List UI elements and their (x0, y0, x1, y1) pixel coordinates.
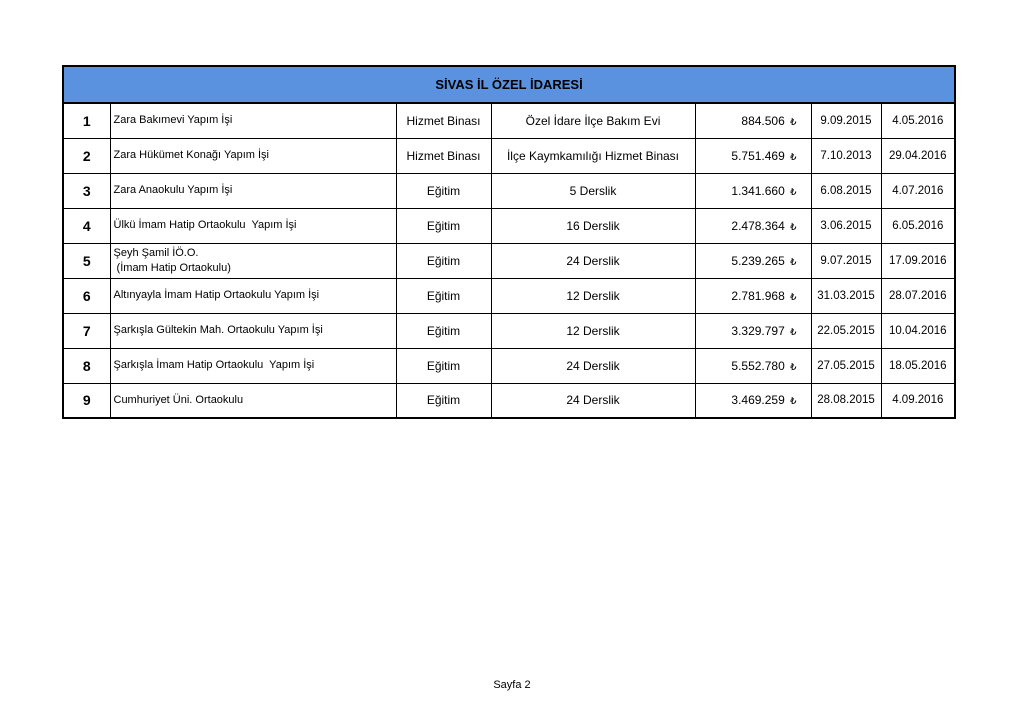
project-cost (695, 138, 811, 173)
project-category: Eğitim (396, 313, 491, 348)
project-description: 24 Derslik (491, 243, 695, 278)
project-category: Hizmet Binası (396, 138, 491, 173)
table-row (63, 138, 955, 173)
project-name (110, 313, 396, 348)
start-date: 6.08.2015 (811, 173, 881, 208)
row-number: 6 (63, 278, 110, 313)
start-date: 3.06.2015 (811, 208, 881, 243)
project-description: 16 Derslik (491, 208, 695, 243)
cost-value: 3.469.259 (731, 393, 785, 408)
lira-symbol: ₺ (790, 291, 797, 303)
project-name-line: (İmam Hatip Ortaokulu) (113, 261, 231, 274)
project-description: 12 Derslik (491, 313, 695, 348)
table-row (63, 313, 955, 348)
row-number: 5 (63, 243, 110, 278)
end-date: 6.05.2016 (881, 208, 955, 243)
lira-symbol: ₺ (790, 396, 797, 408)
project-cost (695, 243, 811, 278)
project-name-line: Şarkışla Gültekin Mah. Ortaokulu Yapım İşi (113, 324, 323, 336)
project-name-line: Cumhuriyet Üni. Ortaokulu (113, 393, 244, 406)
project-cost (695, 383, 811, 418)
project-name-line: Zara Bakımevi Yapım İşi (113, 114, 233, 127)
project-name-line: Şeyh Şamil İÖ.O. (113, 246, 199, 259)
project-name (110, 103, 396, 138)
row-number: 4 (63, 208, 110, 243)
project-cost (695, 313, 811, 348)
start-date: 31.03.2015 (811, 278, 881, 313)
project-category: Eğitim (396, 383, 491, 418)
projects-table (62, 65, 956, 419)
project-name (110, 383, 396, 418)
table-title: SİVAS İL ÖZEL İDARESİ (63, 66, 955, 103)
project-name-line: Zara Hükümet Konağı Yapım İşi (113, 149, 269, 161)
cost-value: 884.506 (741, 113, 785, 128)
lira-symbol: ₺ (790, 221, 797, 233)
start-date: 7.10.2013 (811, 138, 881, 173)
project-category: Hizmet Binası (396, 103, 491, 138)
table-row (63, 348, 955, 383)
project-cost (695, 103, 811, 138)
cost-value: 3.329.797 (731, 323, 785, 338)
end-date: 18.05.2016 (881, 348, 955, 383)
project-category: Eğitim (396, 278, 491, 313)
lira-symbol: ₺ (790, 186, 797, 198)
project-description: 12 Derslik (491, 278, 695, 313)
lira-symbol: ₺ (790, 256, 797, 268)
project-cost (695, 348, 811, 383)
project-description: 24 Derslik (491, 383, 695, 418)
table-row (63, 383, 955, 418)
project-cost (695, 173, 811, 208)
end-date: 17.09.2016 (881, 243, 955, 278)
project-description: 24 Derslik (491, 348, 695, 383)
cost-value: 5.552.780 (731, 358, 785, 373)
end-date: 4.09.2016 (881, 383, 955, 418)
project-name-line: Zara Anaokulu Yapım İşi (113, 184, 233, 196)
start-date: 9.07.2015 (811, 243, 881, 278)
project-description: İlçe Kaymkamılığı Hizmet Binası (491, 138, 695, 173)
project-description: 5 Derslik (491, 173, 695, 208)
end-date: 28.07.2016 (881, 278, 955, 313)
project-cost (695, 278, 811, 313)
row-number: 7 (63, 313, 110, 348)
project-category: Eğitim (396, 348, 491, 383)
project-name (110, 278, 396, 313)
project-name (110, 208, 396, 243)
project-name-line: Ülkü İmam Hatip Ortaokulu Yapım İşi (113, 219, 297, 231)
lira-symbol: ₺ (790, 151, 797, 163)
project-name (110, 138, 396, 173)
table-row (63, 243, 955, 278)
project-description: Özel İdare İlçe Bakım Evi (491, 103, 695, 138)
cost-value: 2.781.968 (731, 288, 785, 303)
cost-value: 2.478.364 (731, 218, 785, 233)
cost-value: 5.239.265 (731, 253, 785, 268)
lira-symbol: ₺ (790, 361, 797, 373)
cost-value: 1.341.660 (731, 183, 785, 198)
start-date: 22.05.2015 (811, 313, 881, 348)
project-name (110, 243, 396, 278)
table-row (63, 173, 955, 208)
row-number: 3 (63, 173, 110, 208)
end-date: 29.04.2016 (881, 138, 955, 173)
start-date: 9.09.2015 (811, 103, 881, 138)
project-name (110, 348, 396, 383)
project-name-line: Altınyayla İmam Hatip Ortaokulu Yapım İşi (113, 289, 320, 301)
lira-symbol: ₺ (790, 116, 797, 128)
end-date: 10.04.2016 (881, 313, 955, 348)
table-row (63, 103, 955, 138)
project-category: Eğitim (396, 243, 491, 278)
project-cost (695, 208, 811, 243)
end-date: 4.05.2016 (881, 103, 955, 138)
project-name-line: Şarkışla İmam Hatip Ortaokulu Yapım İşi (113, 359, 315, 371)
start-date: 28.08.2015 (811, 383, 881, 418)
row-number: 8 (63, 348, 110, 383)
row-number: 9 (63, 383, 110, 418)
row-number: 1 (63, 103, 110, 138)
page-footer: Sayfa 2 (493, 679, 531, 691)
project-category: Eğitim (396, 173, 491, 208)
project-category: Eğitim (396, 208, 491, 243)
project-name (110, 173, 396, 208)
row-number: 2 (63, 138, 110, 173)
table-body (63, 103, 955, 418)
table-row (63, 208, 955, 243)
end-date: 4.07.2016 (881, 173, 955, 208)
table-row (63, 278, 955, 313)
cost-value: 5.751.469 (731, 148, 785, 163)
lira-symbol: ₺ (790, 326, 797, 338)
start-date: 27.05.2015 (811, 348, 881, 383)
